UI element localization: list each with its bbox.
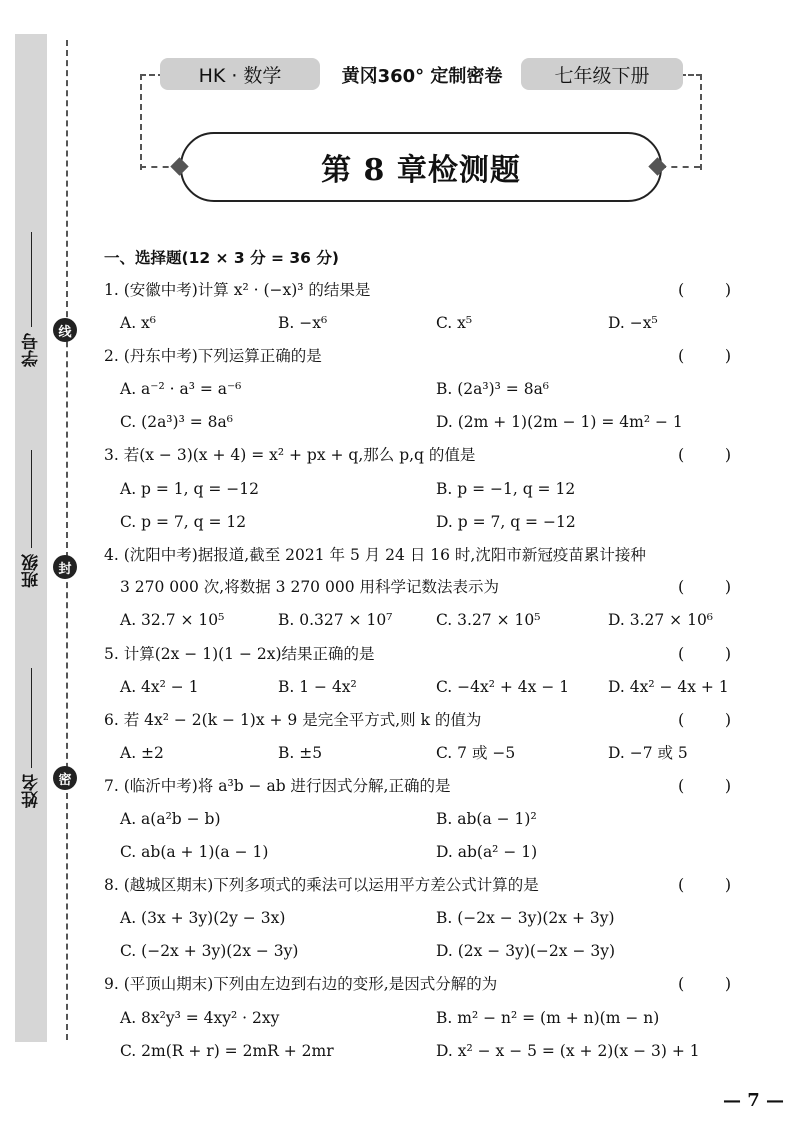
subject-badge: HK · 数学 [160, 58, 320, 90]
answer-blank[interactable]: ( ) [678, 875, 732, 894]
name-label: 姓名 [21, 774, 42, 808]
answer-blank[interactable]: ( ) [678, 577, 732, 596]
option-c: C. 7 或 −5 [436, 744, 516, 762]
option-a: A. a(a²b − b) [120, 810, 221, 828]
answer-blank[interactable]: ( ) [678, 346, 732, 365]
option-b: B. ±5 [278, 744, 323, 762]
question-stem-continued: 3 270 000 次,将数据 3 270 000 用科学记数法表示为 [120, 578, 499, 596]
name-blank[interactable] [31, 668, 32, 768]
page-number: — 7 — [722, 1090, 784, 1111]
name-field[interactable] [20, 668, 42, 808]
option-a: A. 32.7 × 10⁵ [120, 611, 225, 629]
class-field[interactable] [20, 450, 42, 588]
question-stem: 4. (沈阳中考)据报道,截至 2021 年 5 月 24 日 16 时,沈阳市新冠疫苗累计接种 [104, 546, 646, 564]
section-heading: 一、选择题(12 × 3 分 = 36 分) [104, 249, 339, 267]
option-b: B. m² − n² = (m + n)(m − n) [436, 1009, 660, 1027]
page-title: 第 8 章检测题 [180, 132, 662, 202]
answer-blank[interactable]: ( ) [678, 445, 732, 464]
option-d: D. p = 7, q = −12 [436, 513, 576, 531]
question-stem: 5. 计算(2x − 1)(1 − 2x)结果正确的是 [104, 645, 375, 663]
answer-blank[interactable]: ( ) [678, 710, 732, 729]
option-d: D. −x⁵ [608, 314, 658, 332]
option-a: A. 4x² − 1 [120, 678, 199, 696]
header-bracket-right [680, 74, 702, 170]
seal-mark-mi: 密 [53, 766, 77, 790]
option-a: A. (3x + 3y)(2y − 3x) [120, 909, 286, 927]
option-c: C. (−2x + 3y)(2x − 3y) [120, 942, 299, 960]
option-c: C. p = 7, q = 12 [120, 513, 247, 531]
option-a: A. ±2 [120, 744, 164, 762]
series-title: 黄冈360° 定制密卷 [341, 66, 503, 87]
question-stem: 1. (安徽中考)计算 x² · (−x)³ 的结果是 [104, 281, 371, 299]
option-b: B. (−2x − 3y)(2x + 3y) [436, 909, 615, 927]
option-b: B. ab(a − 1)² [436, 810, 537, 828]
seal-mark-xian: 线 [53, 318, 77, 342]
option-d: D. (2x − 3y)(−2x − 3y) [436, 942, 616, 960]
option-c: C. (2a³)³ = 8a⁶ [120, 413, 233, 431]
option-d: D. (2m + 1)(2m − 1) = 4m² − 1 [436, 413, 683, 431]
option-c: C. 3.27 × 10⁵ [436, 611, 541, 629]
question-stem: 6. 若 4x² − 2(k − 1)x + 9 是完全平方式,则 k 的值为 [104, 711, 482, 729]
answer-blank[interactable]: ( ) [678, 776, 732, 795]
answer-blank[interactable]: ( ) [678, 974, 732, 993]
option-a: A. 8x²y³ = 4xy² · 2xy [120, 1009, 280, 1027]
option-a: A. a⁻² · a³ = a⁻⁶ [120, 380, 242, 398]
question-stem: 3. 若(x − 3)(x + 4) = x² + px + q,那么 p,q 的值是 [104, 446, 476, 464]
answer-blank[interactable]: ( ) [678, 644, 732, 663]
cut-line [66, 40, 68, 1040]
question-stem: 9. (平顶山期末)下列由左边到右边的变形,是因式分解的为 [104, 975, 498, 993]
option-c: C. x⁵ [436, 314, 473, 332]
option-b: B. 1 − 4x² [278, 678, 357, 696]
option-b: B. 0.327 × 10⁷ [278, 611, 393, 629]
option-d: D. x² − x − 5 = (x + 2)(x − 3) + 1 [436, 1042, 700, 1060]
option-c: C. ab(a + 1)(a − 1) [120, 843, 269, 861]
option-d: D. ab(a² − 1) [436, 843, 538, 861]
option-c: C. 2m(R + r) = 2mR + 2mr [120, 1042, 334, 1060]
option-b: B. −x⁶ [278, 314, 328, 332]
grade-badge: 七年级下册 [521, 58, 683, 90]
answer-blank[interactable]: ( ) [678, 280, 732, 299]
option-a: A. p = 1, q = −12 [120, 480, 260, 498]
option-c: C. −4x² + 4x − 1 [436, 678, 570, 696]
question-stem: 8. (越城区期末)下列多项式的乘法可以运用平方差公式计算的是 [104, 876, 539, 894]
student-id-field[interactable] [20, 232, 42, 367]
student-id-label: 学号 [21, 333, 42, 367]
header-bracket-left [140, 74, 164, 170]
option-d: D. −7 或 5 [608, 744, 688, 762]
option-b: B. p = −1, q = 12 [436, 480, 576, 498]
option-a: A. x⁶ [120, 314, 157, 332]
question-stem: 7. (临沂中考)将 a³b − ab 进行因式分解,正确的是 [104, 777, 451, 795]
question-stem: 2. (丹东中考)下列运算正确的是 [104, 347, 322, 365]
student-id-blank[interactable] [31, 232, 32, 327]
option-b: B. (2a³)³ = 8a⁶ [436, 380, 550, 398]
class-blank[interactable] [31, 450, 32, 548]
option-d: D. 3.27 × 10⁶ [608, 611, 714, 629]
seal-mark-feng: 封 [53, 555, 77, 579]
class-label: 班级 [21, 554, 42, 588]
option-d: D. 4x² − 4x + 1 [608, 678, 729, 696]
